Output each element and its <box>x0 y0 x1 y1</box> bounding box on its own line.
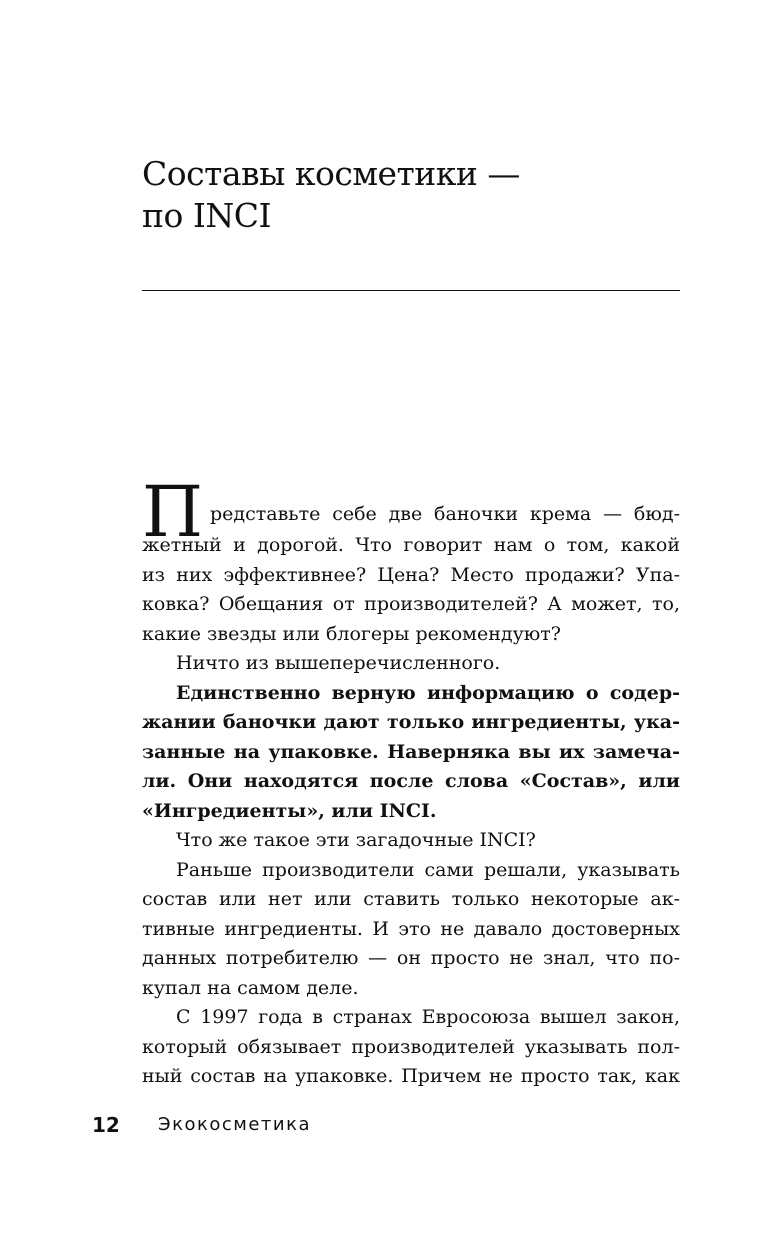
page-number: 12 <box>92 1113 120 1137</box>
paragraph-1 <box>142 471 680 649</box>
paragraph-line: жетный и дорогой. Что говорит нам о том, какой <box>142 534 680 556</box>
paragraph-4: Что же такое эти загадочные INCI? <box>176 829 536 851</box>
paragraph-line: ли. Они находятся после слова «Состав», или <box>142 770 680 792</box>
paragraph-line: какие звезды или блогеры рекомендуют? <box>142 622 561 645</box>
paragraph-line: ковка? Обещания от производителей? А может, то, <box>142 593 680 615</box>
paragraph-line: тивные ингредиенты. И это не давало достоверных <box>142 917 680 940</box>
paragraph-line: состав или нет или ставить только некоторые ак- <box>142 888 680 910</box>
paragraph-line: жании баночки дают только ингредиенты, ука- <box>142 711 680 733</box>
chapter-title <box>142 153 682 237</box>
paragraph-line: Единственно верную информацию о содер- <box>176 681 680 704</box>
paragraph-5 <box>142 856 680 1004</box>
paragraph-line: из них эффективнее? Цена? Место продажи? Упа- <box>142 563 680 586</box>
drop-cap: П <box>142 471 204 553</box>
title-divider <box>142 290 680 291</box>
paragraph-line: ный состав на упаковке. Причем не просто так, как <box>142 1065 680 1087</box>
paragraph-line: «Ингредиенты», или INCI. <box>142 799 437 822</box>
paragraph-line: С 1997 года в странах Евросоюза вышел закон, <box>176 1006 680 1028</box>
paragraph-line: который обязывает производителей указывать пол- <box>142 1035 680 1058</box>
chapter-title-line-2: по INCI <box>142 196 272 235</box>
paragraph-line: купал на самом деле. <box>142 976 359 999</box>
paragraph-line: занные на упаковке. Наверняка вы их замеча- <box>142 740 680 763</box>
paragraph-line-text: редставьте себе две баночки крема — бюд- <box>210 503 680 525</box>
paragraph-2: Ничто из вышеперечисленного. <box>176 652 501 674</box>
running-head: Экокосметика <box>158 1114 311 1135</box>
paragraph-6 <box>142 1003 680 1092</box>
paragraph-line: Раньше производители сами решали, указывать <box>176 858 680 881</box>
chapter-title-line-1: Составы косметики — <box>142 154 520 193</box>
paragraph-line: данных потребителю — он просто не знал, что по- <box>142 947 680 969</box>
paragraph-3-bold <box>142 679 680 827</box>
body-text <box>142 471 680 1092</box>
page-footer <box>92 1110 492 1140</box>
